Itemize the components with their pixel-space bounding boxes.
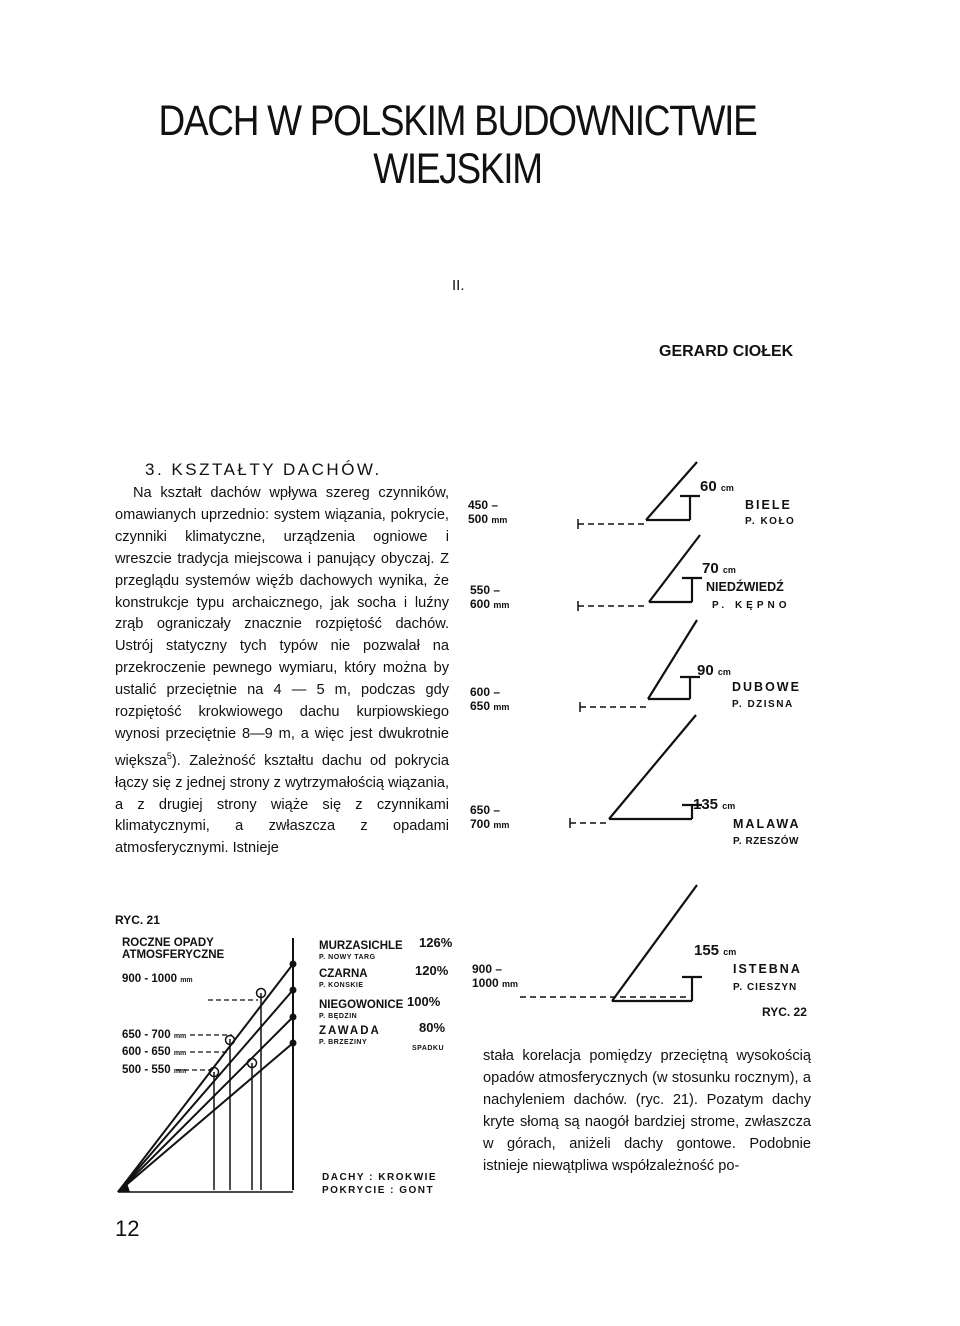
fig21-place-4 <box>319 1021 449 1046</box>
fig21-dot-3 <box>290 1014 297 1021</box>
fig22-cm-5 <box>694 942 736 959</box>
fig22-cm-3 <box>697 662 731 679</box>
fig22-mm-4 <box>470 803 509 832</box>
fig21-rain-2 <box>122 1029 186 1041</box>
fig21-left-title <box>122 937 252 961</box>
section-heading: 3. KSZTAŁTY DACHÓW. <box>145 460 382 479</box>
fig21-legend-1: DACHY : KROKWIE <box>322 1172 438 1183</box>
fig22-place-2: NIEDŹWIEDŹ <box>706 580 784 594</box>
fig22-mm-5b: 1000 <box>472 976 499 991</box>
fig21-rain-4-label: 500 - 550 <box>122 1064 171 1076</box>
fig22-cm-4-unit: cm <box>722 801 736 811</box>
body-text-end: ). Zależność kształtu dachu od pokrycia łączy się z jednej strony z wytrzymałością wiązania, a z drugiej strony wiąże się z czynnikami klimatycznymi, a zwłaszcza z opadami atmosferycznymi. Istnieje <box>115 752 449 857</box>
fig22-mm-1-unit: mm <box>491 515 508 526</box>
fig21-rain-3-unit: mm <box>173 1050 187 1057</box>
fig22-slope-5 <box>612 885 697 1001</box>
fig21-rain-4-unit: mm <box>173 1068 187 1075</box>
fig21-dot-1 <box>290 961 297 968</box>
fig22-cm-2-unit: cm <box>722 565 736 575</box>
fig21-place-3 <box>319 995 449 1020</box>
fig22-cm-3-unit: cm <box>717 667 731 677</box>
fig21-place-2-pct: 120% <box>415 963 449 978</box>
fig21-place-3-pct: 100% <box>407 994 441 1009</box>
fig22-mm-5-unit: mm <box>502 979 519 990</box>
fig22-cm-4 <box>693 796 735 813</box>
fig22-place-5: ISTEBNA <box>733 962 802 976</box>
fig21-rain-1-unit: mm <box>180 977 193 984</box>
part-number: II. <box>452 277 465 294</box>
fig21-place-4-pct: 80% <box>419 1020 446 1035</box>
fig22-sub-4: P. RZESZÓW <box>733 836 799 847</box>
fig22-cm-5-val: 155 <box>694 942 720 959</box>
fig21-slope-100 <box>118 1017 293 1192</box>
fig21-place-1-name: MURZASICHLE <box>319 940 403 952</box>
fig22-sub-2: P. KĘPNO <box>712 600 791 611</box>
fig22-cm-1-val: 60 <box>700 478 717 495</box>
fig22-slope-4 <box>609 715 696 819</box>
fig21-place-3-name: NIEGOWONICE <box>319 999 404 1011</box>
fig21-rain-1 <box>122 973 193 985</box>
page-title-line2: WIEJSKIM <box>373 145 542 193</box>
fig21-place-4-name: ZAWADA <box>319 1025 381 1037</box>
fig22-mm-2 <box>470 583 509 612</box>
fig22-mm-4a: 650 – <box>470 803 501 817</box>
fig21-place-2-sub: P. KONSKIE <box>319 982 364 989</box>
fig22-place-4: MALAWA <box>733 817 801 831</box>
fig22-mm-3a: 600 – <box>470 685 501 699</box>
fig22-mm-3b: 650 <box>470 699 491 714</box>
fig21-rain-2-unit: mm <box>173 1033 187 1040</box>
fig22-sub-5: P. CIESZYN <box>733 982 798 993</box>
fig21-dot-4 <box>290 1040 297 1047</box>
fig21-rain-2-label: 650 - 700 <box>122 1029 171 1041</box>
fig21-rain-4 <box>122 1064 186 1076</box>
fig21-place-2 <box>319 964 449 989</box>
fig21-place-3-sub: P. BĘDZIN <box>319 1013 358 1020</box>
fig22-cm-2 <box>702 560 736 577</box>
page-number: 12 <box>115 1216 140 1241</box>
fig22-mm-4-unit: mm <box>493 820 510 831</box>
fig21-place-1 <box>319 935 453 961</box>
fig22-mm-5a: 900 – <box>472 962 503 976</box>
fig21-place-4-sub: P. BRZEZINY <box>319 1039 368 1046</box>
fig22-mm-4b: 700 <box>470 817 491 832</box>
figure-22-caption: RYC. 22 <box>762 1005 807 1019</box>
fig22-mm-5 <box>472 962 518 991</box>
fig22-mm-1 <box>468 498 507 527</box>
fig21-place-2-name: CZARNA <box>319 968 368 980</box>
fig22-mm-2a: 550 – <box>470 583 501 597</box>
author: GERARD CIOŁEK <box>659 343 794 360</box>
fig21-rain-3 <box>122 1046 186 1058</box>
fig22-place-3: DUBOWE <box>732 680 801 694</box>
body-text-right: stała korelacja pomiędzy przeciętną wysokością opadów atmosferycznych (w stosunku rocznym), a nachyleniem dachów. (ryc. 21). Pozatym dachy kryte słomą są naogół bardziej strome, zwłaszcza w górach, aniżeli dachy gontowe. Podobnie istnieje niewątpliwa współzależność po- <box>483 1048 811 1174</box>
fig21-slope-120 <box>118 990 293 1192</box>
fig22-cm-2-val: 70 <box>702 560 719 577</box>
fig22-mm-2b: 600 <box>470 597 491 612</box>
fig21-left-title-text: ROCZNE OPADY ATMOSFERYCZNE <box>122 937 225 962</box>
fig21-place-1-sub: P. NOWY TARG <box>319 954 376 961</box>
fig22-sub-3: P. DZISNA <box>732 699 794 710</box>
fig22-cm-5-unit: cm <box>723 947 737 957</box>
page-title-line1: DACH W POLSKIM BUDOWNICTWIE <box>158 97 757 145</box>
fig21-legend-2: POKRYCIE : GONT <box>322 1185 435 1196</box>
fig21-dot-2 <box>290 987 297 994</box>
fig21-rain-1-label: 900 - 1000 <box>122 973 177 985</box>
fig22-mm-3-unit: mm <box>493 702 510 713</box>
fig22-cm-3-val: 90 <box>697 662 714 679</box>
fig21-spadku: SPADKU <box>412 1045 445 1052</box>
figure-21-caption: RYC. 21 <box>115 913 160 927</box>
body-text: Na kształt dachów wpływa szereg czynników, omawianych uprzednio: system wiązania, pokrycie, czynniki klimatyczne, urządzenia ogniowe i wreszcie tradycja miejscowa i panujący obyczaj. Z przeglądu systemów więźb dachowych wynika, że konstrukcje typu archaicznego, jak socha i luźny zrąb ograniczały znacznie rozpiętość dachów. Ustrój statyczny tych typów nie pozwalał na przekroczenie pewnego wymiaru, który można by ustalić przeciętnie na 4 — 5 m, podczas gdy rozpiętość krokwiowego dachu kurpiowskiego wynosi przeciętnie 8—9 m, a więc jest dwukrotnie większa <box>115 485 449 769</box>
fig22-cm-1-unit: cm <box>720 483 734 493</box>
fig22-mm-1b: 500 <box>468 512 489 527</box>
fig21-slope-126 <box>118 964 293 1192</box>
fig22-sub-1: P. KOŁO <box>745 516 796 527</box>
fig22-cm-1 <box>700 478 734 495</box>
fig22-mm-3 <box>470 685 509 714</box>
fig22-mm-2-unit: mm <box>493 600 510 611</box>
fig21-rain-3-label: 600 - 650 <box>122 1046 171 1058</box>
fig22-mm-1a: 450 – <box>468 498 499 512</box>
fig22-cm-4-val: 135 <box>693 796 719 813</box>
footnote-mark: 5 <box>166 750 172 761</box>
fig22-place-1: BIELE <box>745 498 792 512</box>
fig21-place-1-pct: 126% <box>419 935 453 950</box>
